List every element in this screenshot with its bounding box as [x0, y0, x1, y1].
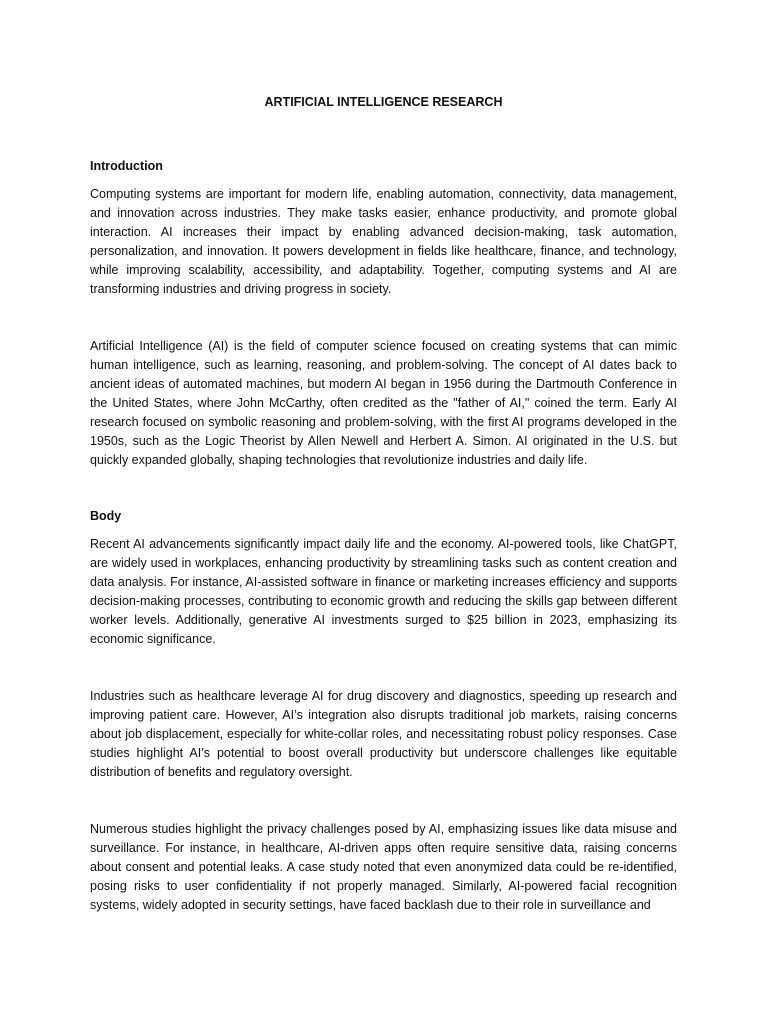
paragraph-intro-computing: Computing systems are important for modern life, enabling automation, connectivity, data management, and innovation across industries. They make tasks easier, enhance productivity, and promote global interaction. AI increases their impact by enabling advanced decision-making, task automation, personalization, and innovation. It powers development in fields like healthcare, finance, and technology, while improving scalability, accessibility, and adaptability. Together, computing systems and AI are transforming industries and driving progress in society.: [90, 187, 677, 296]
paragraph-spacer: [90, 649, 677, 687]
paragraph-spacer: [90, 299, 677, 337]
document-content: [90, 94, 677, 915]
paragraph-body-industries: Industries such as healthcare leverage AI for drug discovery and diagnostics, speeding up research and improving patient care. However, AI’s integration also disrupts traditional job markets, raising concerns about job displacement, especially for white-collar roles, and necessitating robust policy responses. Case studies highlight AI’s potential to boost overall productivity but underscore challenges like equitable distribution of benefits and regulatory oversight.: [90, 689, 677, 779]
section-heading-introduction: Introduction: [90, 159, 163, 173]
paragraph-body-economy: Recent AI advancements significantly impact daily life and the economy. AI-powered tools, like ChatGPT, are widely used in workplaces, enhancing productivity by streamlining tasks such as content creation and data analysis. For instance, AI-assisted software in finance or marketing increases efficiency and supports decision-making processes, contributing to economic growth and reducing the skills gap between different worker levels. Additionally, generative AI investments surged to $25 billion in 2023, emphasizing its economic significance.: [90, 537, 677, 646]
paragraph-body-privacy: Numerous studies highlight the privacy challenges posed by AI, emphasizing issues like data misuse and surveillance. For instance, in healthcare, AI-driven apps often require sensitive data, raising concerns about consent and potential leaks. A case study noted that even anonymized data could be re-identified, posing risks to user confidentiality if not properly managed. Similarly, AI-powered facial recognition systems, widely adopted in security settings, have faced backlash due to their role in surveillance and: [90, 822, 677, 912]
section-heading-body: Body: [90, 509, 122, 523]
paragraph-spacer: [90, 470, 677, 508]
paragraph-spacer: [90, 782, 677, 820]
document-title: ARTIFICIAL INTELLIGENCE RESEARCH: [264, 95, 503, 109]
paragraph-intro-history: Artificial Intelligence (AI) is the field of computer science focused on creating systems that can mimic human intelligence, such as learning, reasoning, and problem-solving. The concept of AI dates back to ancient ideas of automated machines, but modern AI began in 1956 during the Dartmouth Conference in the United States, where John McCarthy, often credited as the "father of AI," coined the term. Early AI research focused on symbolic reasoning and problem-solving, with the first AI programs developed in the 1950s, such as the Logic Theorist by Allen Newell and Herbert A. Simon. AI originated in the U.S. but quickly expanded globally, shaping technologies that revolutionize industries and daily life.: [90, 339, 677, 467]
